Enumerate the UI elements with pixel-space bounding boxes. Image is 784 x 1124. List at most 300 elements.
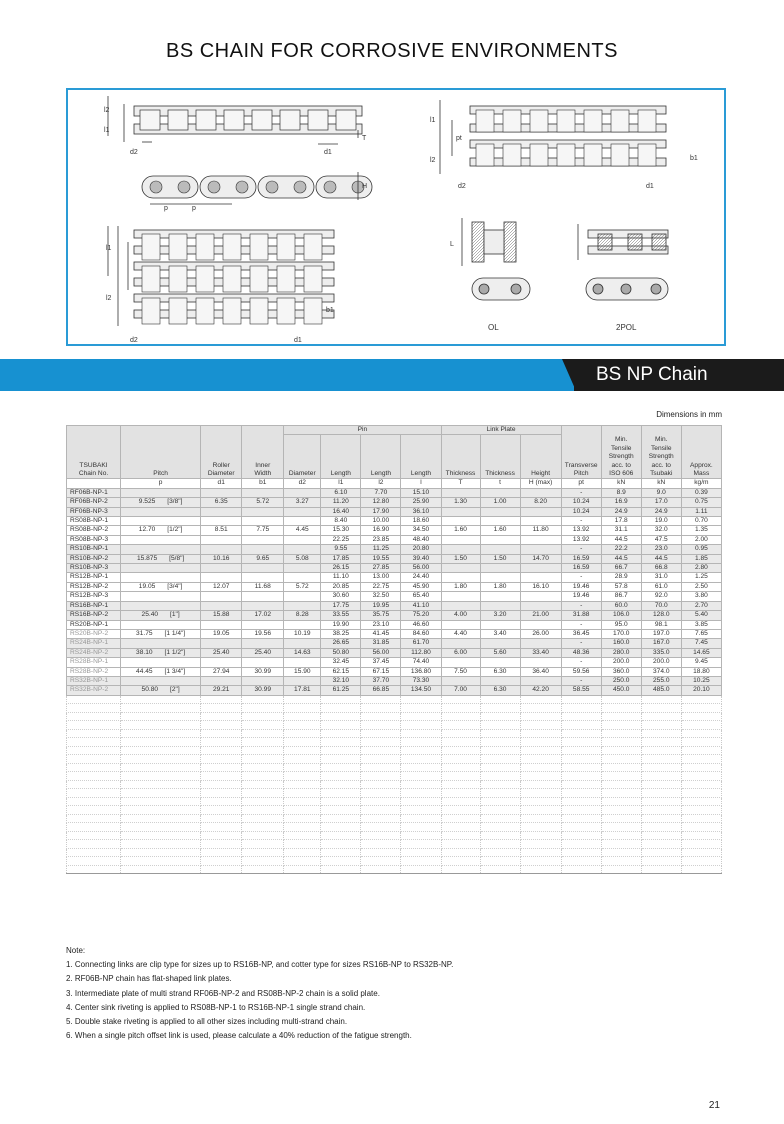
table-row bbox=[67, 639, 722, 648]
unit-cell: kN bbox=[641, 479, 681, 488]
cell-chain-no: RS16B-NP-1 bbox=[67, 601, 121, 610]
cell-l: 75.20 bbox=[401, 611, 441, 620]
cell-inner bbox=[242, 545, 284, 554]
empty-cell bbox=[67, 780, 121, 789]
empty-cell bbox=[121, 797, 201, 806]
cell-chain-no: RS20B-NP-1 bbox=[67, 620, 121, 629]
empty-cell bbox=[480, 729, 520, 738]
empty-row bbox=[67, 755, 722, 764]
empty-cell bbox=[441, 865, 480, 874]
cell-l: 45.90 bbox=[401, 582, 441, 591]
roller-shape bbox=[584, 110, 602, 132]
cell-mass: 0.39 bbox=[681, 488, 721, 497]
empty-cell bbox=[321, 848, 361, 857]
cell-l2: 56.00 bbox=[361, 648, 401, 657]
empty-cell bbox=[361, 695, 401, 704]
roller-shape bbox=[280, 110, 300, 130]
cell-chain-no: RS28B-NP-1 bbox=[67, 658, 121, 667]
cell-mass: 0.75 bbox=[681, 498, 721, 507]
cell-t bbox=[480, 545, 520, 554]
unit-cell: t bbox=[480, 479, 520, 488]
roller-shape bbox=[196, 234, 214, 260]
empty-cell bbox=[361, 823, 401, 832]
cell-T bbox=[441, 507, 480, 516]
cell-l1: 6.10 bbox=[321, 488, 361, 497]
empty-cell bbox=[67, 763, 121, 772]
cell-chain-no: RF06B-NP-1 bbox=[67, 488, 121, 497]
cell-mass: 20.10 bbox=[681, 686, 721, 695]
pin-shape bbox=[266, 181, 278, 193]
cell-iso: 86.7 bbox=[601, 592, 641, 601]
roller-shape bbox=[308, 110, 328, 130]
cell-pitch-inch: [3/8"] bbox=[167, 498, 183, 506]
empty-cell bbox=[641, 806, 681, 815]
empty-cell bbox=[67, 865, 121, 874]
cell-tsu: 32.0 bbox=[641, 526, 681, 535]
cell-inner bbox=[242, 573, 284, 582]
pin-shape bbox=[178, 181, 190, 193]
cell-pin-d bbox=[284, 545, 321, 554]
empty-cell bbox=[321, 721, 361, 730]
label-T: T bbox=[362, 135, 367, 142]
cell-l1: 50.80 bbox=[321, 648, 361, 657]
label-l2: l2 bbox=[104, 107, 110, 114]
empty-cell bbox=[441, 746, 480, 755]
table-row bbox=[67, 554, 722, 563]
cell-pt: 13.92 bbox=[561, 535, 601, 544]
table-row bbox=[67, 517, 722, 526]
empty-cell bbox=[681, 857, 721, 866]
empty-cell bbox=[321, 797, 361, 806]
table-row bbox=[67, 648, 722, 657]
cell-pitch-mm: 15.875 bbox=[136, 554, 158, 562]
note-item: 4. Center sink riveting is applied to RS08B-NP-1 to RS16B-NP-1 single strand chain. bbox=[66, 1002, 366, 1012]
cell-H: 36.40 bbox=[520, 667, 561, 676]
empty-cell bbox=[242, 763, 284, 772]
cell-chain-no: RS24B-NP-2 bbox=[67, 648, 121, 657]
empty-cell bbox=[284, 712, 321, 721]
empty-cell bbox=[401, 865, 441, 874]
header-inner-width: Inner Width bbox=[242, 426, 284, 479]
empty-cell bbox=[441, 797, 480, 806]
cell-iso: 106.0 bbox=[601, 611, 641, 620]
empty-cell bbox=[121, 729, 201, 738]
empty-cell bbox=[641, 865, 681, 874]
cell-inner bbox=[242, 658, 284, 667]
cell-pitch-inch: [1 1/2"] bbox=[164, 648, 186, 656]
cell-l: 15.10 bbox=[401, 488, 441, 497]
empty-cell bbox=[201, 721, 242, 730]
cell-l1: 22.25 bbox=[321, 535, 361, 544]
pin-shape bbox=[236, 181, 248, 193]
header-chain-no: TSUBAKI Chain No. bbox=[67, 426, 121, 479]
empty-cell bbox=[601, 729, 641, 738]
empty-row bbox=[67, 780, 722, 789]
empty-cell bbox=[201, 746, 242, 755]
empty-cell bbox=[480, 721, 520, 730]
cell-mass: 7.45 bbox=[681, 639, 721, 648]
empty-cell bbox=[284, 789, 321, 798]
empty-cell bbox=[321, 857, 361, 866]
empty-row bbox=[67, 704, 722, 713]
empty-cell bbox=[441, 695, 480, 704]
empty-cell bbox=[520, 721, 561, 730]
empty-cell bbox=[242, 738, 284, 747]
empty-cell bbox=[601, 772, 641, 781]
empty-cell bbox=[681, 772, 721, 781]
empty-row bbox=[67, 865, 722, 874]
cell-roller: 19.05 bbox=[201, 629, 242, 638]
cell-T bbox=[441, 592, 480, 601]
cell-l1: 11.10 bbox=[321, 573, 361, 582]
roller-shape bbox=[277, 266, 295, 292]
empty-cell bbox=[321, 780, 361, 789]
empty-cell bbox=[601, 789, 641, 798]
cell-t bbox=[480, 601, 520, 610]
page-title: BS CHAIN FOR CORROSIVE ENVIRONMENTS bbox=[166, 40, 618, 62]
empty-cell bbox=[561, 840, 601, 849]
cell-tsu: 23.0 bbox=[641, 545, 681, 554]
cell-H: 33.40 bbox=[520, 648, 561, 657]
table-row bbox=[67, 629, 722, 638]
cell-H bbox=[520, 535, 561, 544]
cell-mass: 2.00 bbox=[681, 535, 721, 544]
cell-l1: 62.15 bbox=[321, 667, 361, 676]
cell-inner: 19.56 bbox=[242, 629, 284, 638]
roller-shape bbox=[277, 234, 295, 260]
cell-H: 8.20 bbox=[520, 498, 561, 507]
empty-cell bbox=[641, 840, 681, 849]
cell-mass: 1.25 bbox=[681, 573, 721, 582]
cell-roller bbox=[201, 620, 242, 629]
empty-cell bbox=[681, 831, 721, 840]
empty-cell bbox=[480, 865, 520, 874]
cell-roller bbox=[201, 545, 242, 554]
empty-cell bbox=[67, 738, 121, 747]
cell-T: 1.50 bbox=[441, 554, 480, 563]
cell-iso: 160.0 bbox=[601, 639, 641, 648]
cell-pt: - bbox=[561, 517, 601, 526]
note-item: 3. Intermediate plate of multi strand RF06B-NP-2 and RS08B-NP-2 chain is a solid plate. bbox=[66, 988, 380, 998]
unit-cell: H (max) bbox=[520, 479, 561, 488]
empty-row bbox=[67, 857, 722, 866]
empty-cell bbox=[641, 746, 681, 755]
empty-cell bbox=[361, 755, 401, 764]
cell-pitch-mm: 19.05 bbox=[138, 582, 156, 590]
cell-l: 136.80 bbox=[401, 667, 441, 676]
cell-l: 73.30 bbox=[401, 676, 441, 685]
cell-inner bbox=[242, 620, 284, 629]
cell-iso: 66.7 bbox=[601, 564, 641, 573]
cell-roller: 12.07 bbox=[201, 582, 242, 591]
cell-mass: 5.40 bbox=[681, 611, 721, 620]
empty-cell bbox=[520, 857, 561, 866]
empty-cell bbox=[601, 763, 641, 772]
cell-l2: 41.45 bbox=[361, 629, 401, 638]
cell-T bbox=[441, 573, 480, 582]
empty-cell bbox=[480, 755, 520, 764]
cell-H bbox=[520, 639, 561, 648]
cell-inner: 5.72 bbox=[242, 498, 284, 507]
empty-cell bbox=[601, 865, 641, 874]
cell-tsu: 31.0 bbox=[641, 573, 681, 582]
empty-cell bbox=[67, 789, 121, 798]
empty-cell bbox=[284, 695, 321, 704]
empty-cell bbox=[520, 729, 561, 738]
empty-cell bbox=[641, 857, 681, 866]
empty-cell bbox=[641, 729, 681, 738]
empty-cell bbox=[401, 729, 441, 738]
cell-H bbox=[520, 517, 561, 526]
cell-pitch-inch: [2"] bbox=[170, 686, 180, 694]
cell-pitch bbox=[121, 526, 201, 535]
empty-cell bbox=[284, 840, 321, 849]
dimensions-note: Dimensions in mm bbox=[656, 410, 722, 419]
empty-cell bbox=[321, 746, 361, 755]
cell-l1: 11.20 bbox=[321, 498, 361, 507]
pin-shape bbox=[150, 181, 162, 193]
empty-cell bbox=[361, 721, 401, 730]
empty-cell bbox=[641, 712, 681, 721]
cell-roller bbox=[201, 488, 242, 497]
label-H: H bbox=[362, 183, 368, 190]
cell-t: 1.60 bbox=[480, 526, 520, 535]
empty-cell bbox=[361, 729, 401, 738]
pin-shape bbox=[294, 181, 306, 193]
empty-row bbox=[67, 797, 722, 806]
cell-inner: 11.68 bbox=[242, 582, 284, 591]
cell-chain-no: RS32B-NP-2 bbox=[67, 686, 121, 695]
cell-pt: 10.24 bbox=[561, 507, 601, 516]
empty-cell bbox=[321, 789, 361, 798]
cell-H bbox=[520, 620, 561, 629]
cell-t: 5.60 bbox=[480, 648, 520, 657]
empty-cell bbox=[561, 780, 601, 789]
empty-cell bbox=[121, 746, 201, 755]
empty-cell bbox=[121, 763, 201, 772]
pin-shape bbox=[324, 181, 336, 193]
empty-cell bbox=[201, 704, 242, 713]
cell-pt: 19.46 bbox=[561, 592, 601, 601]
roller-shape bbox=[168, 110, 188, 130]
cell-l2: 22.75 bbox=[361, 582, 401, 591]
empty-cell bbox=[681, 721, 721, 730]
header-pin-diameter: Diameter bbox=[284, 435, 321, 479]
empty-row bbox=[67, 806, 722, 815]
empty-cell bbox=[242, 780, 284, 789]
cell-pin-d bbox=[284, 535, 321, 544]
cell-T: 7.50 bbox=[441, 667, 480, 676]
empty-cell bbox=[361, 848, 401, 857]
chain-diagram-panel bbox=[66, 88, 726, 346]
roller-shape bbox=[196, 298, 214, 324]
cell-iso: 60.0 bbox=[601, 601, 641, 610]
empty-row bbox=[67, 772, 722, 781]
cell-pin-d bbox=[284, 676, 321, 685]
cell-t: 6.30 bbox=[480, 667, 520, 676]
triple-strand-side-view bbox=[108, 226, 334, 326]
cell-tsu: 374.0 bbox=[641, 667, 681, 676]
empty-cell bbox=[361, 797, 401, 806]
cell-pt: 58.55 bbox=[561, 686, 601, 695]
cell-T: 6.00 bbox=[441, 648, 480, 657]
cell-mass: 2.70 bbox=[681, 601, 721, 610]
cell-l: 36.10 bbox=[401, 507, 441, 516]
cell-T bbox=[441, 620, 480, 629]
roller-shape bbox=[223, 234, 241, 260]
cell-mass: 3.80 bbox=[681, 592, 721, 601]
cell-H bbox=[520, 488, 561, 497]
label-L: L bbox=[450, 241, 454, 248]
empty-cell bbox=[284, 772, 321, 781]
table-row bbox=[67, 686, 722, 695]
empty-cell bbox=[681, 789, 721, 798]
cell-T: 7.00 bbox=[441, 686, 480, 695]
roller-shape bbox=[638, 144, 656, 166]
cell-pin-d: 5.72 bbox=[284, 582, 321, 591]
empty-cell bbox=[520, 823, 561, 832]
label-d1-double: d1 bbox=[646, 183, 654, 190]
cell-l: 134.50 bbox=[401, 686, 441, 695]
empty-cell bbox=[520, 772, 561, 781]
cell-inner: 30.99 bbox=[242, 667, 284, 676]
cell-iso: 16.9 bbox=[601, 498, 641, 507]
empty-cell bbox=[561, 746, 601, 755]
empty-cell bbox=[121, 823, 201, 832]
cell-t: 1.80 bbox=[480, 582, 520, 591]
single-strand-side-view bbox=[108, 96, 362, 144]
label-l2-triple: l2 bbox=[106, 295, 112, 302]
table-row bbox=[67, 535, 722, 544]
empty-cell bbox=[121, 806, 201, 815]
cell-l: 74.40 bbox=[401, 658, 441, 667]
empty-cell bbox=[284, 806, 321, 815]
cell-tsu: 197.0 bbox=[641, 629, 681, 638]
label-p-2: p bbox=[192, 205, 196, 212]
empty-cell bbox=[520, 848, 561, 857]
cell-l2: 32.50 bbox=[361, 592, 401, 601]
cell-pitch bbox=[121, 658, 201, 667]
empty-cell bbox=[681, 763, 721, 772]
cell-roller bbox=[201, 592, 242, 601]
empty-cell bbox=[67, 721, 121, 730]
label-d2-triple: d2 bbox=[130, 337, 138, 344]
cell-roller: 25.40 bbox=[201, 648, 242, 657]
header-pin-group: Pin bbox=[284, 426, 441, 435]
cell-t: 3.40 bbox=[480, 629, 520, 638]
empty-cell bbox=[520, 780, 561, 789]
cell-roller bbox=[201, 601, 242, 610]
empty-cell bbox=[441, 763, 480, 772]
roller-shape bbox=[140, 110, 160, 130]
empty-cell bbox=[67, 746, 121, 755]
cell-mass: 18.80 bbox=[681, 667, 721, 676]
empty-cell bbox=[201, 763, 242, 772]
empty-cell bbox=[201, 797, 242, 806]
empty-cell bbox=[681, 848, 721, 857]
empty-cell bbox=[67, 755, 121, 764]
empty-cell bbox=[480, 789, 520, 798]
empty-cell bbox=[480, 823, 520, 832]
empty-cell bbox=[361, 738, 401, 747]
empty-cell bbox=[121, 712, 201, 721]
note-item: 5. Double stake riveting is applied to all other sizes including multi-strand chain. bbox=[66, 1017, 348, 1027]
cell-pt: 19.46 bbox=[561, 582, 601, 591]
empty-cell bbox=[681, 780, 721, 789]
empty-cell bbox=[67, 695, 121, 704]
empty-cell bbox=[641, 721, 681, 730]
empty-cell bbox=[401, 848, 441, 857]
empty-cell bbox=[67, 806, 121, 815]
empty-cell bbox=[561, 772, 601, 781]
cell-pt: - bbox=[561, 676, 601, 685]
cell-t bbox=[480, 658, 520, 667]
empty-row bbox=[67, 840, 722, 849]
cell-l1: 17.85 bbox=[321, 554, 361, 563]
cell-l1: 15.30 bbox=[321, 526, 361, 535]
cell-l2: 19.55 bbox=[361, 554, 401, 563]
empty-cell bbox=[520, 814, 561, 823]
empty-cell bbox=[561, 755, 601, 764]
cell-pt: - bbox=[561, 620, 601, 629]
cell-roller bbox=[201, 639, 242, 648]
empty-cell bbox=[441, 704, 480, 713]
empty-cell bbox=[601, 721, 641, 730]
empty-cell bbox=[284, 797, 321, 806]
notes-section bbox=[66, 944, 726, 1043]
empty-cell bbox=[242, 840, 284, 849]
empty-cell bbox=[242, 789, 284, 798]
note-item: 1. Connecting links are clip type for sizes up to RS16B-NP, and cotter type for sizes RS16B-NP to RS32B-NP. bbox=[66, 960, 454, 970]
empty-cell bbox=[561, 857, 601, 866]
cell-inner bbox=[242, 564, 284, 573]
unit-cell: d1 bbox=[201, 479, 242, 488]
empty-cell bbox=[480, 814, 520, 823]
table-row bbox=[67, 564, 722, 573]
cell-pitch-inch: [5/8"] bbox=[169, 554, 185, 562]
roller-shape bbox=[557, 144, 575, 166]
empty-cell bbox=[201, 823, 242, 832]
roller-shape bbox=[196, 266, 214, 292]
cell-mass: 0.95 bbox=[681, 545, 721, 554]
label-d1-triple: d1 bbox=[294, 337, 302, 344]
cell-l: 61.70 bbox=[401, 639, 441, 648]
cell-l: 39.40 bbox=[401, 554, 441, 563]
empty-cell bbox=[520, 763, 561, 772]
empty-row bbox=[67, 738, 722, 747]
cell-pin-d: 4.45 bbox=[284, 526, 321, 535]
label-d2-double: d2 bbox=[458, 183, 466, 190]
cell-iso: 450.0 bbox=[601, 686, 641, 695]
roller-shape bbox=[169, 298, 187, 324]
label-p-1: p bbox=[164, 205, 168, 212]
notes-list bbox=[66, 958, 726, 1043]
header-transverse-pitch: Transverse Pitch bbox=[561, 426, 601, 479]
empty-cell bbox=[441, 789, 480, 798]
cell-T: 1.30 bbox=[441, 498, 480, 507]
header-mass: Approx. Mass bbox=[681, 426, 721, 479]
cell-l2: 23.85 bbox=[361, 535, 401, 544]
roller-shape bbox=[611, 110, 629, 132]
empty-cell bbox=[284, 704, 321, 713]
header-thickness-T: Thickness bbox=[441, 435, 480, 479]
empty-cell bbox=[121, 780, 201, 789]
empty-cell bbox=[121, 865, 201, 874]
roller-shape bbox=[476, 110, 494, 132]
empty-cell bbox=[284, 780, 321, 789]
cell-pt: 13.92 bbox=[561, 526, 601, 535]
cell-mass: 3.85 bbox=[681, 620, 721, 629]
